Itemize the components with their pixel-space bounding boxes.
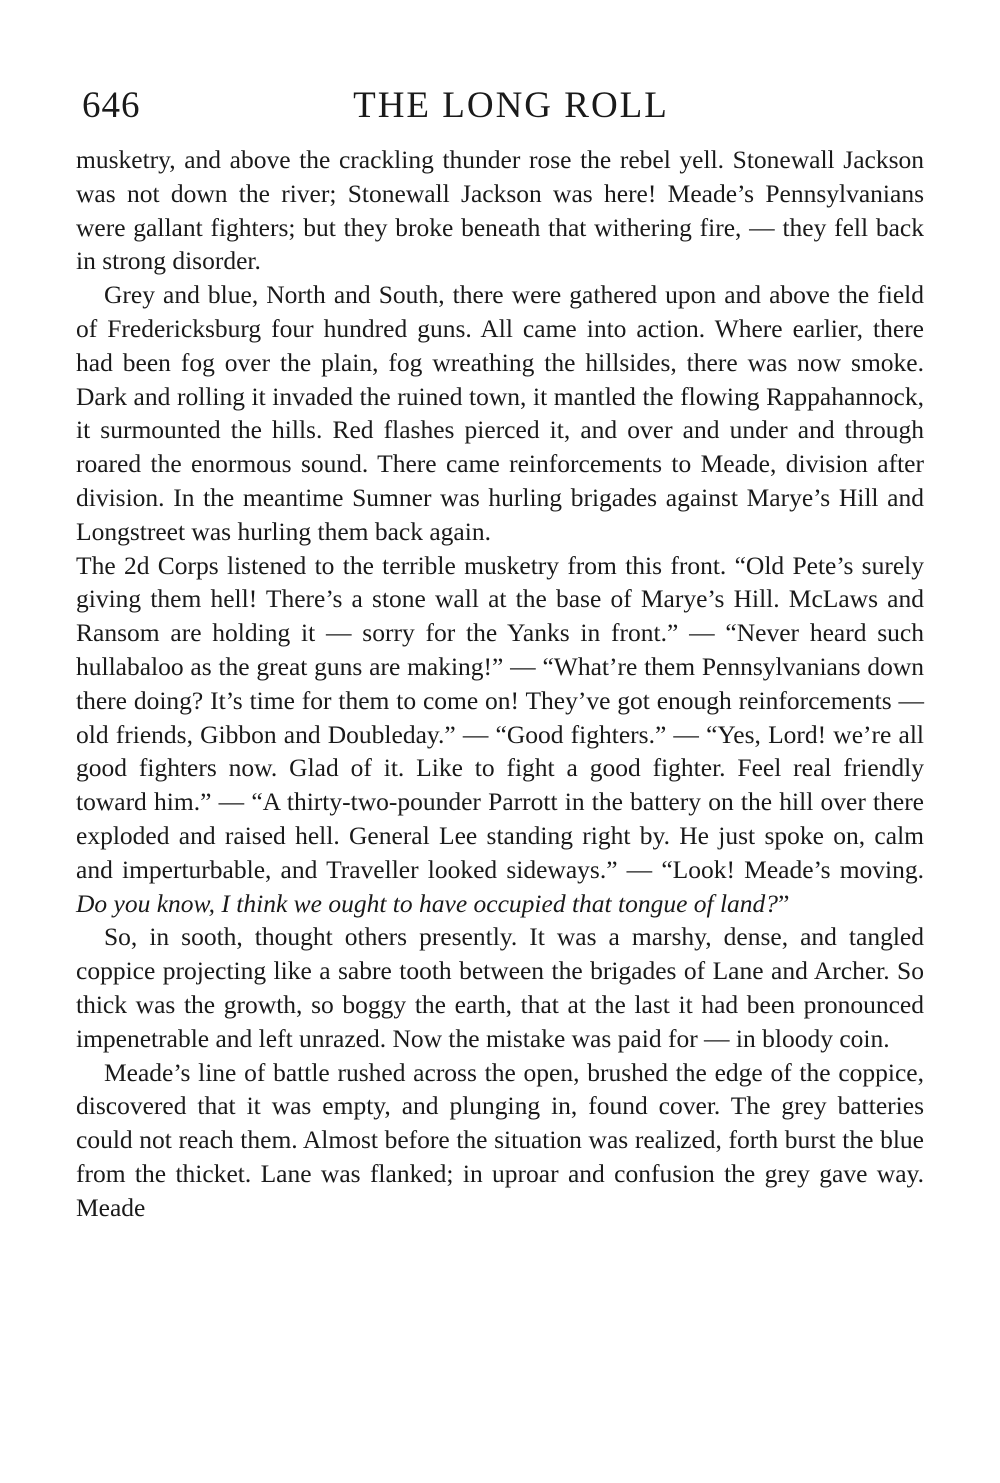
paragraph (76, 278, 924, 548)
paragraph (76, 1056, 924, 1225)
paragraph-text: The 2d Corps listened to the terrible musketry from this front. “Old Pete’s surely giving them hell! There’s a stone wall at the base of Marye’s Hill. McLaws and Ransom are holding it — sorry for the Yanks in front.” — “Never heard such hullabaloo as the great guns are making!” — “What’re them Pennsylvanians down there doing? It’s time for them to come on! They’ve got enough reinforcements — old friends, Gibbon and Doubleday.” — “Good fighters.” — “Yes, Lord! we’re all good fighters now. Glad of it. Like to fight a good fighter. Feel real friendly toward him.” — “A thirty-two-pounder Parrott in the battery on the hill over there exploded and raised hell. General Lee standing right by. He just spoke on, calm and imperturbable, and Traveller looked sideways.” — “Look! Meade’s moving. (76, 550, 924, 884)
paragraph-text: musketry, and above the crackling thunder rose the rebel yell. Stonewall Jackson was not down the river; Stonewall Jackson was here! Meade’s Pennsylvanians were gallant fighters; but they broke beneath that withering fire, — they fell back in strong disorder. (76, 145, 924, 276)
paragraph-text: Meade’s line of battle rushed across the open, brushed the edge of the coppice, discovered that it was empty, and plunging in, found cover. The grey batteries could not reach them. Almost before the situation was realized, forth burst the blue from the thicket. Lane was flanked; in uproar and confusion the grey gave way. Meade (76, 1057, 924, 1222)
page-number: 646 (82, 85, 141, 126)
running-title: THE LONG ROLL (353, 85, 669, 126)
paragraph-text: Grey and blue, North and South, there were gathered upon and above the field of Fredericksburg four hundred guns. All came into action. Where earlier, there had been fog over the plain, fog wreathing the hillsides, there was now smoke. Dark and rolling it invaded the ruined town, it mantled the flowing Rappahannock, it surmounted the hills. Red flashes pierced it, and over and under and through roared the enormous sound. There came reinforcements to Meade, division after division. In the meantime Sumner was hurling brigades against Marye’s Hill and Longstreet was hurling them back again. (76, 280, 924, 546)
closing-quote: ” (778, 888, 790, 918)
book-page (76, 78, 924, 1225)
paragraph (76, 920, 924, 1055)
running-head (76, 78, 924, 134)
paragraph-continued (76, 143, 924, 278)
paragraph-text: So, in sooth, thought others presently. It was a marshy, dense, and tangled coppice projecting like a sabre tooth between the brigades of Lane and Archer. So thick was the growth, so boggy the earth, that at the last it had been pronounced impenetrable and left unrazed. Now the mistake was paid for — in bloody coin. (76, 922, 924, 1053)
body-text (76, 143, 924, 1225)
paragraph (76, 549, 924, 921)
italic-quote: Do you know, I think we ought to have occupied that tongue of land? (76, 888, 779, 918)
